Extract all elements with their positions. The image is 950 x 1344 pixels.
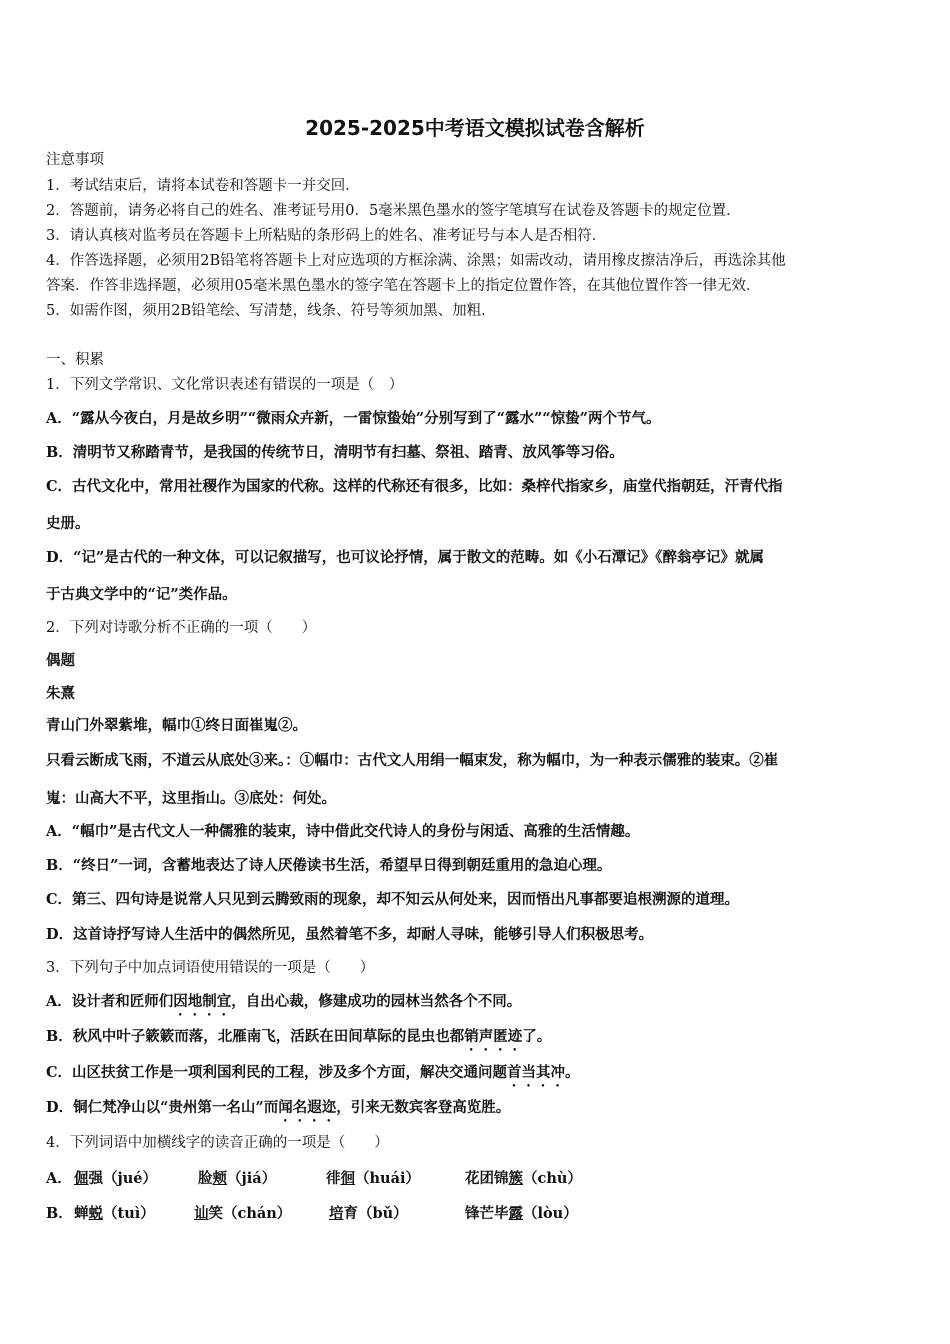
word-text: 花团锦 [465,1170,509,1187]
option-text: ，引来无数宾客登高览胜。 [336,1099,511,1116]
notice-item: 答案．作答非选择题，必须用05毫米黑色墨水的签字笔在答题卡上的指定位置作答，在其他位置作答一律无效． [46,278,761,294]
pinyin-text: 强（jué） [88,1170,158,1187]
question-stem: 1．下列文学常识、文化常识表述有错误的一项是（ ） [46,377,404,393]
underlined-char: 簇 [508,1170,523,1187]
option-text: C．山区扶贫工作是一项利国利民的工程，涉及多个方面，解决交通问题 [46,1064,508,1081]
word-text: 徘 [326,1170,341,1187]
underlined-char: 讪 [194,1205,209,1222]
notice-item: 1．考试结束后，请将本试卷和答题卡一并交回． [46,178,360,194]
option-text: B．秋风中叶子簌簌而落，北雁南飞，活跃在田间草际的昆虫也都 [46,1028,465,1045]
question-option-cont: 史册。 [46,515,90,532]
underlined-char: 颊 [212,1170,227,1187]
notice-heading: 注意事项 [46,152,104,168]
option-label: A． [46,1170,72,1187]
question-option [46,1169,906,1189]
question-option [46,1098,906,1125]
question-option: B．清明节又称踏青节，是我国的传统节日，清明节有扫墓、祭祖、踏青、放风筝等习俗。 [46,444,624,461]
pinyin-item [326,1169,420,1189]
poem-line: 青山门外翠紫堆，幅巾①终日面崔嵬②。 [46,717,307,734]
question-option [46,992,906,1019]
pinyin-item [74,1169,157,1189]
question-option [46,1204,906,1224]
underlined-char: 倔 [74,1170,89,1187]
option-text: 。 [565,1064,580,1081]
pinyin-item [329,1204,408,1224]
pinyin-text: 笑（chán） [208,1205,292,1222]
question-option [46,1027,906,1054]
pinyin-text: （chù） [523,1170,582,1187]
pinyin-text: （jiá） [227,1170,277,1187]
dotted-word: 首当其冲 [507,1064,566,1081]
question-stem: 2．下列对诗歌分析不正确的一项（ ） [46,620,317,636]
underlined-char: 培 [329,1205,344,1222]
pinyin-item [465,1169,582,1189]
pinyin-item [198,1169,276,1189]
pinyin-item [74,1204,155,1224]
page-title: 2025-2025中考语文模拟试卷含解析 [305,116,645,140]
dotted-word: 闻名遐迩 [278,1099,337,1116]
underlined-char: 蜕 [88,1205,103,1222]
word-text: 脸 [198,1170,213,1187]
pinyin-item [465,1204,578,1224]
pinyin-text: 育（bǔ） [343,1205,408,1222]
dotted-word: 销声匿迹 [464,1028,523,1045]
question-option-cont: 于古典文学中的“记”类作品。 [46,586,237,603]
section-heading: 一、积累 [46,352,104,368]
option-text: ，自出心裁，修建成功的园林当然各个不同。 [231,993,522,1010]
pinyin-text: （tuì） [103,1205,155,1222]
question-option: C．第三、四句诗是说常人只见到云腾致雨的现象，却不知云从何处来，因而悟出凡事都要追根溯源的道理。 [46,891,740,908]
poem-line: 只看云断成飞雨，不道云从底处③来。：①幅巾：古代文人用绢一幅束发，称为幅巾，为一种表示儒雅的装束。②崔 [46,752,779,769]
pinyin-text: （huái） [355,1170,420,1187]
notice-item: 4．作答选择题，必须用2B铅笔将答题卡上对应选项的方框涂满、涂黑；如需改动，请用橡皮擦洁净后，再选涂其他 [46,253,786,269]
question-option: B．“终日”一词，含蓄地表达了诗人厌倦读书生活，希望早日得到朝廷重用的急迫心理。 [46,857,612,874]
underlined-char: 露 [508,1205,523,1222]
question-option: A．“幅巾”是古代文人一种儒雅的装束，诗中借此交代诗人的身份与闲适、高雅的生活情趣。 [46,823,640,840]
notice-item: 3．请认真核对监考员在答题卡上所粘贴的条形码上的姓名、准考证号与本人是否相符． [46,228,607,244]
question-option: D．这首诗抒写诗人生活中的偶然所见，虽然着笔不多，却耐人寻味，能够引导人们积极思考。 [46,926,654,943]
pinyin-text: （lòu） [523,1205,578,1222]
notice-item: 2．答题前，请务必将自己的姓名、准考证号用0．5毫米黑色墨水的签字笔填写在试卷及答题卡的规定位置． [46,203,741,219]
pinyin-item [194,1204,291,1224]
word-text: 锋芒毕 [465,1205,509,1222]
option-label: B． [46,1205,73,1222]
dotted-word: 因地制宜 [173,993,232,1010]
question-option: A．“露从今夜白，月是故乡明”“微雨众卉新，一雷惊蛰始”分别写到了“露水”“惊蛰”两个节气。 [46,410,661,427]
question-stem: 4．下列词语中加横线字的读音正确的一项是（ ） [46,1135,389,1151]
question-stem: 3．下列句子中加点词语使用错误的一项是（ ） [46,960,375,976]
word-text: 蝉 [74,1205,89,1222]
poem-title: 偶题 [46,652,75,669]
question-option: D．“记”是古代的一种文体，可以记叙描写，也可议论抒情，属于散文的范畴。如《小石潭记》《醉翁亭记》就属 [46,549,765,566]
poem-note: 嵬：山高大不平，这里指山。③底处：何处。 [46,790,336,807]
option-text: 了。 [522,1028,552,1045]
question-option: C．古代文化中，常用社稷作为国家的代称。这样的代称还有很多，比如：桑梓代指家乡，庙堂代指朝廷，汗青代指 [46,478,783,495]
option-text: A．设计者和匠师们 [46,993,174,1010]
option-text: D．铜仁梵净山以“贵州第一名山”而 [46,1099,279,1116]
underlined-char: 徊 [340,1170,355,1187]
notice-item: 5．如需作图，须用2B铅笔绘、写清楚，线条、符号等须加黑、加粗． [46,303,496,319]
poem-author: 朱熹 [46,685,75,702]
question-option [46,1063,906,1090]
